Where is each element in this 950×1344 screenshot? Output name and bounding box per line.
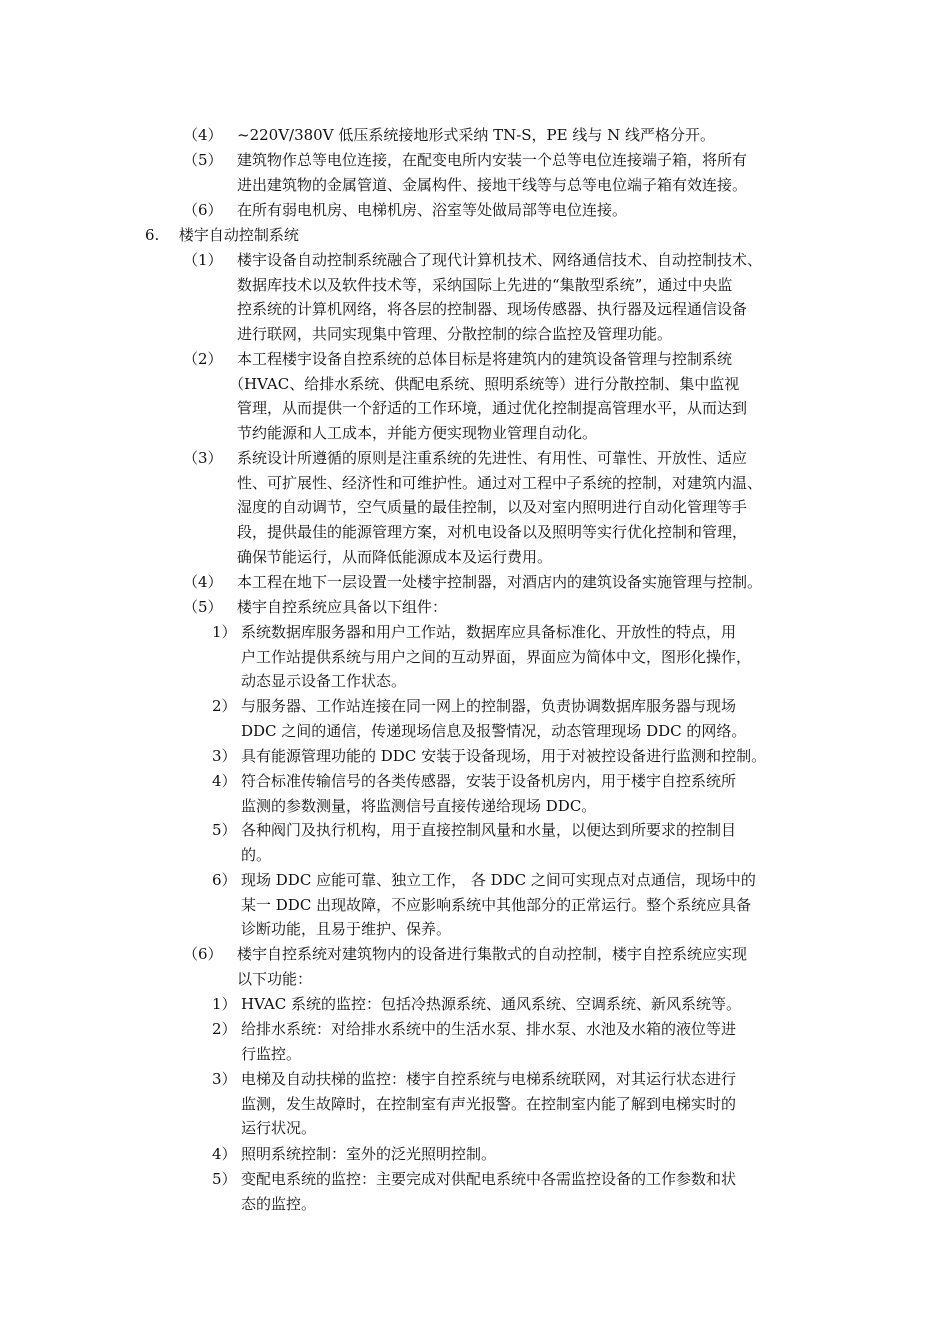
item-text-line: HVAC 系统的监控：包括冷热源系统、通风系统、空调系统、新风系统等。 — [241, 995, 741, 1013]
sub-item-number: 6） — [212, 871, 237, 889]
item-text-line: ~220V/380V 低压系统接地形式采纳 TN-S，PE 线与 N 线严格分开。 — [237, 126, 716, 144]
item-text-line: 段，提供最佳的能源管理方案，对机电设备以及照明等实行优化控制和管理， — [237, 523, 748, 542]
sub-item-number: 5） — [212, 821, 237, 839]
item-text-line: 行监控。 — [241, 1044, 302, 1063]
item-number: （2） — [183, 350, 223, 368]
sub-list-item — [212, 992, 741, 1017]
list-item — [183, 347, 747, 446]
sub-list-item — [212, 1067, 736, 1141]
sub-item-number: 4） — [212, 1145, 237, 1163]
item-text-line: 以下功能： — [237, 969, 313, 988]
item-number: （6） — [183, 945, 223, 963]
section-title: 楼宇自动控制系统 — [178, 226, 299, 244]
item-number: （3） — [183, 449, 223, 467]
item-number: （5） — [183, 598, 223, 616]
item-text-line: DDC 之间的通信，传递现场信息及报警情况，动态管理现场 DDC 的网络。 — [241, 721, 747, 740]
item-number: （4） — [183, 126, 223, 144]
item-text-line: 系统设计所遵循的原则是注重系统的先进性、有用性、可靠性、开放性、适应 — [237, 449, 748, 467]
sub-list-item — [212, 1167, 736, 1216]
item-text-line: 现场 DDC 应能可靠、独立工作， 各 DDC 之间可实现点对点通信，现场中的 — [241, 871, 756, 889]
sub-list-item — [212, 868, 756, 942]
item-text-line: 系统数据库服务器和用户工作站，数据库应具备标准化、开放性的特点，用 — [241, 623, 737, 641]
item-number: （1） — [183, 251, 223, 269]
item-text-line: 在所有弱电机房、电梯机房、浴室等处做局部等电位连接。 — [237, 201, 628, 219]
list-item — [183, 198, 627, 223]
sub-item-number: 4） — [212, 772, 237, 790]
item-text-line: 楼宇自控系统应具备以下组件： — [237, 598, 448, 616]
item-text-line: 与服务器、工作站连接在同一网上的控制器，负责协调数据库服务器与现场 — [241, 697, 737, 715]
item-text-line: 符合标准传输信号的各类传感器，安装于设备机房内，用于楼宇自控系统所 — [241, 772, 737, 790]
sub-list-item — [212, 769, 736, 818]
item-text-line: 具有能源管理功能的 DDC 安装于设备现场，用于对被控设备进行监测和控制。 — [241, 747, 767, 765]
list-item — [183, 570, 762, 595]
item-text-line: 楼宇设备自动控制系统融合了现代计算机技术、网络通信技术、自动控制技术、 — [237, 251, 763, 269]
item-text-line: 照明系统控制：室外的泛光照明控制。 — [241, 1145, 497, 1163]
item-text-line: 湿度的自动调节，空气质量的最佳控制，以及对室内照明进行自动化管理等手 — [237, 498, 748, 517]
item-text-line: 建筑物作总等电位连接，在配变电所内安装一个总等电位连接端子箱，将所有 — [237, 151, 748, 169]
sub-item-number: 1） — [212, 623, 237, 641]
item-text-line: 动态显示设备工作状态。 — [241, 672, 407, 691]
section-heading — [145, 223, 299, 248]
item-text-line: 态的监控。 — [241, 1194, 317, 1213]
item-text-line: 监测，发生故障时，在控制室有声光报警。在控制室内能了解到电梯实时的 — [241, 1094, 737, 1113]
item-text-line: 电梯及自动扶梯的监控：楼宇自控系统与电梯系统联网，对其运行状态进行 — [241, 1070, 737, 1088]
item-text-line: 进行联网，共同实现集中管理、分散控制的综合监控及管理功能。 — [237, 325, 673, 344]
item-text-line: 诊断功能，且易于维护、保养。 — [241, 920, 452, 939]
item-number: （6） — [183, 201, 223, 219]
item-text-line: 的。 — [241, 845, 272, 864]
section-number: 6. — [145, 226, 160, 244]
sub-list-item — [212, 694, 746, 743]
item-text-line: 楼宇自控系统对建筑物内的设备进行集散式的自动控制，楼宇自控系统应实现 — [237, 945, 748, 963]
list-item — [183, 148, 747, 197]
item-text-line: 变配电系统的监控：主要完成对供配电系统中各需监控设备的工作参数和状 — [241, 1170, 737, 1188]
sub-list-item — [212, 744, 766, 769]
sub-item-number: 1） — [212, 995, 237, 1013]
item-text-line: 节约能源和人工成本，并能方便实现物业管理自动化。 — [237, 424, 598, 443]
item-text-line: 运行状况。 — [241, 1119, 317, 1138]
sub-item-number: 2） — [212, 1020, 237, 1038]
item-text-line: 管理，从而提供一个舒适的工作环境，通过优化控制提高管理水平，从而达到 — [237, 399, 748, 418]
item-text-line: 数据库技术以及软件技术等，采纳国际上先进的“集散型系统”，通过中央监 — [237, 275, 733, 294]
item-text-line: 控系统的计算机网络，将各层的控制器、现场传感器、执行器及远程通信设备 — [237, 300, 748, 319]
item-text-line: 本工程楼宇设备自控系统的总体目标是将建筑内的建筑设备管理与控制系统 — [237, 350, 733, 368]
list-item — [183, 595, 447, 620]
item-text-line: 性、可扩展性、经济性和可维护性。通过对工程中子系统的控制，对建筑内温、 — [237, 473, 763, 492]
item-text-line: 某一 DDC 出现故障，不应影响系统中其他部分的正常运行。整个系统应具备 — [241, 895, 752, 914]
sub-list-item — [212, 1017, 736, 1066]
sub-item-number: 5） — [212, 1170, 237, 1188]
item-text-line: 本工程在地下一层设置一处楼宇控制器，对酒店内的建筑设备实施管理与控制。 — [237, 573, 763, 591]
list-item — [183, 248, 762, 347]
item-text-line: 确保节能运行，从而降低能源成本及运行费用。 — [237, 547, 553, 566]
item-number: （4） — [183, 573, 223, 591]
sub-list-item — [212, 818, 736, 867]
sub-list-item — [212, 620, 751, 694]
sub-item-number: 3） — [212, 747, 237, 765]
item-number: （5） — [183, 151, 223, 169]
list-item — [183, 123, 715, 148]
item-text-line: 给排水系统：对给排水系统中的生活水泵、排水泵、水池及水箱的液位等进 — [241, 1020, 737, 1038]
sub-item-number: 2） — [212, 697, 237, 715]
item-text-line: （HVAC、给排水系统、供配电系统、照明系统等）进行分散控制、集中监视 — [229, 374, 740, 393]
item-text-line: 进出建筑物的金属管道、金属构件、接地干线等与总等电位端子箱有效连接。 — [237, 175, 748, 194]
item-text-line: 监测的参数测量，将监测信号直接传递给现场 DDC。 — [241, 796, 597, 815]
item-text-line: 各种阀门及执行机构，用于直接控制风量和水量，以便达到所要求的控制目 — [241, 821, 737, 839]
list-item — [183, 942, 747, 991]
list-item — [183, 446, 762, 570]
sub-list-item — [212, 1142, 496, 1167]
item-text-line: 户工作站提供系统与用户之间的互动界面，界面应为简体中文，图形化操作， — [241, 647, 752, 666]
sub-item-number: 3） — [212, 1070, 237, 1088]
